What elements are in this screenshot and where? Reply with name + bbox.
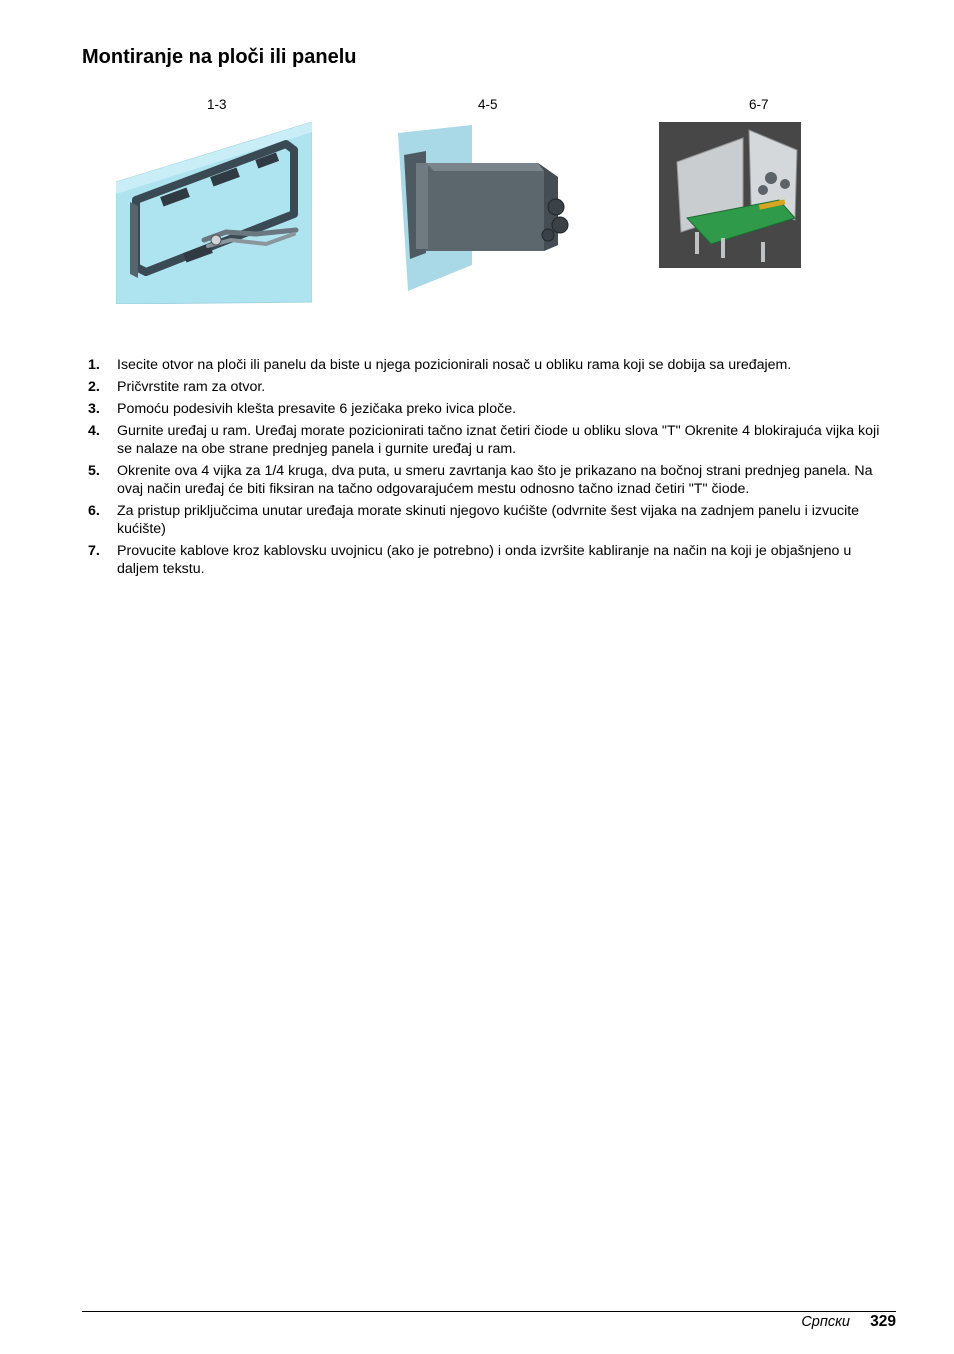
figure-label-1-3: 1-3 bbox=[207, 97, 227, 112]
step-text: Gurnite uređaj u ram. Uređaj morate pozicionirati tačno iznat četiri čiode u obliku slova "T" Okrenite 4 blokirajuća vijka koji se nalaze na obe strane prednjeg panela i gurnite uređaj u ram. bbox=[117, 423, 880, 457]
step-number: 1. bbox=[88, 357, 100, 373]
step-text: Provucite kablove kroz kablovsku uvojnicu (ako je potrebno) i onda izvršite kabliranje na način na koji je objašnjeno u daljem tekstu. bbox=[117, 543, 852, 577]
device-insertion-illustration bbox=[398, 125, 578, 293]
step-text: Okrenite ova 4 vijka za 1/4 kruga, dva puta, u smeru zavrtanja kao što je prikazano na bočnoj strani prednjeg panela. Na ovaj način uređaj će biti fiksiran na tačno odgovarajućem mestu odnosno tačno iznad četiri "T" čiode. bbox=[117, 463, 873, 497]
step-text: Pričvrstite ram za otvor. bbox=[117, 379, 266, 395]
page-number: 329 bbox=[870, 1313, 896, 1330]
step-number: 3. bbox=[88, 401, 100, 417]
step-text: Pomoću podesivih klešta presavite 6 jezičaka preko ivica ploče. bbox=[117, 401, 517, 417]
step-number: 2. bbox=[88, 379, 100, 395]
instruction-steps bbox=[82, 356, 892, 582]
step-number: 7. bbox=[88, 543, 100, 559]
footer-divider bbox=[82, 1311, 896, 1312]
frame-mounting-pliers-illustration bbox=[116, 122, 312, 304]
list-item bbox=[82, 542, 892, 578]
open-housing-wiring-illustration bbox=[659, 122, 801, 268]
step-number: 5. bbox=[88, 463, 100, 479]
list-item bbox=[82, 400, 892, 418]
step-text: Za pristup priključcima unutar uređaja morate skinuti njegovo kućište (odvrnite šest vijaka na zadnjem panelu i izvucite kućište) bbox=[117, 503, 860, 537]
figure-label-6-7: 6-7 bbox=[749, 97, 769, 112]
list-item bbox=[82, 462, 892, 498]
step-number: 4. bbox=[88, 423, 100, 439]
list-item bbox=[82, 378, 892, 396]
step-text: Isecite otvor na ploči ili panelu da biste u njega pozicionirali nosač u obliku rama koji se dobija sa uređajem. bbox=[117, 357, 792, 373]
step-number: 6. bbox=[88, 503, 100, 519]
list-item bbox=[82, 356, 892, 374]
figure-label-4-5: 4-5 bbox=[478, 97, 498, 112]
list-item bbox=[82, 502, 892, 538]
page-title: Montiranje na ploči ili panelu bbox=[82, 46, 357, 68]
list-item bbox=[82, 422, 892, 458]
footer-language: Српски bbox=[801, 1314, 850, 1330]
